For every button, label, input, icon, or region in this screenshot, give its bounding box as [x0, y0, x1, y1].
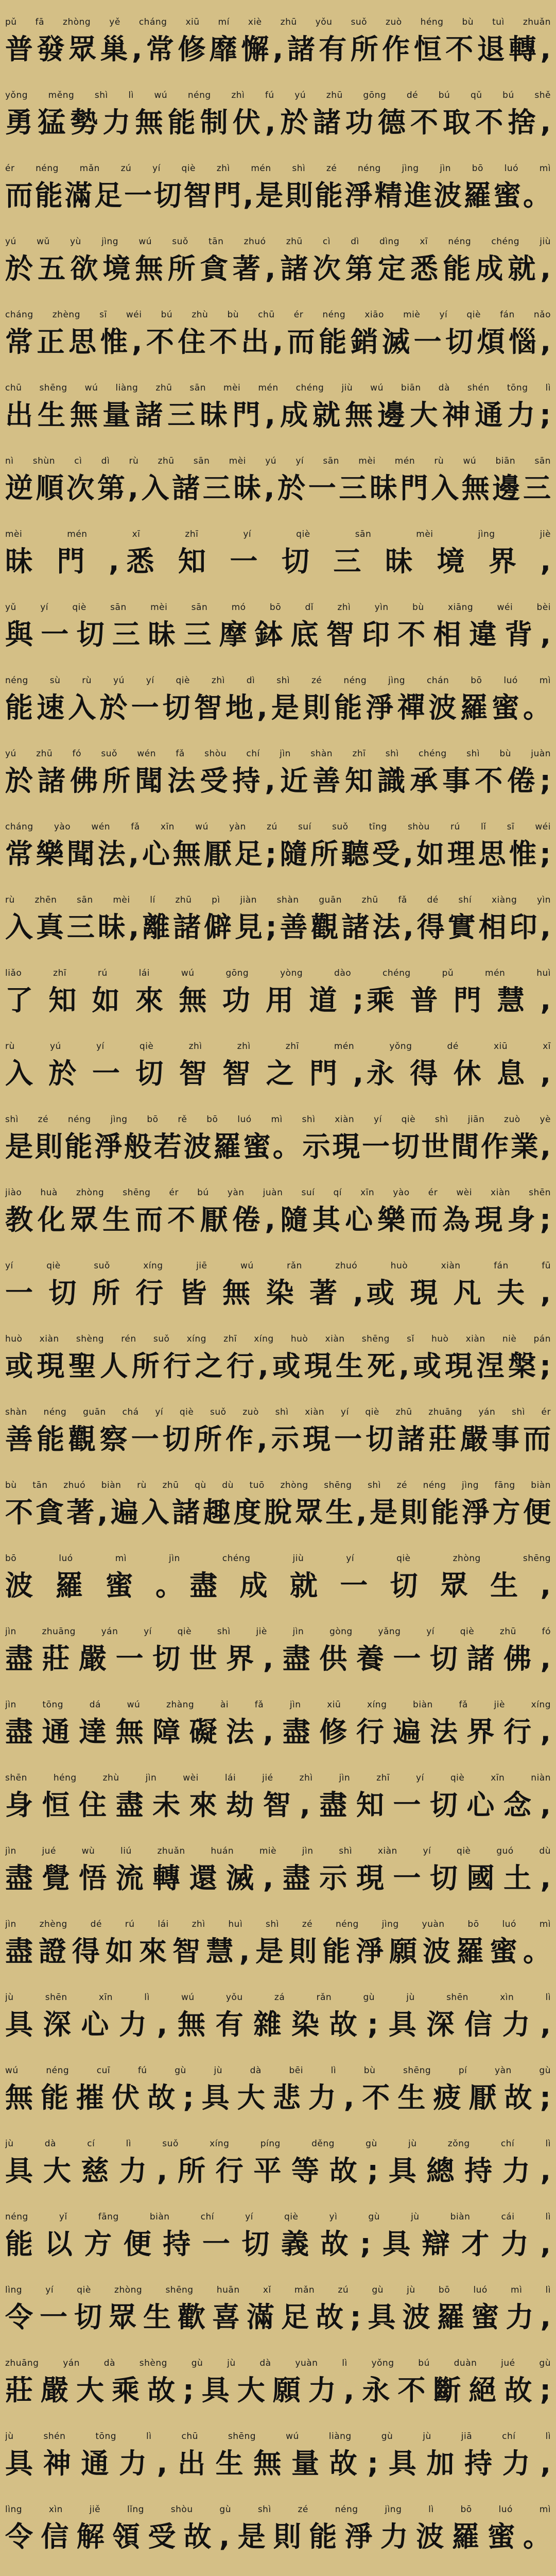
verse-line	[5, 1620, 551, 1693]
verse-line	[5, 10, 551, 83]
pinyin-annotation: cháng zhèng sī wéi bú zhù bù chū ér néng xiāo miè yí qiè fán nǎo	[5, 310, 551, 320]
pinyin-annotation: cháng yào wén fǎ xīn wú yàn zú suí suǒ tīng shòu rú lǐ sī wéi	[5, 822, 551, 832]
verse-line	[5, 815, 551, 888]
verse-line	[5, 961, 551, 1035]
chinese-text: 常樂聞法,心無厭足;隨所聽受,如理思惟;	[5, 838, 551, 870]
pinyin-annotation: jìn zhèng dé rú lái zhì huì shì zé néng jìng yuàn bō luó mì	[5, 1919, 551, 1929]
chinese-text: 盡證得如來智慧,是則能淨願波羅蜜。	[5, 1935, 551, 1968]
pinyin-annotation: yú zhū fó suǒ wén fǎ shòu chí jìn shàn zhī shì chéng shì bù juàn	[5, 749, 551, 759]
verse-line	[5, 1400, 551, 1473]
verse-line	[5, 888, 551, 961]
chinese-text: 無能摧伏故;具大悲力,不生疲厭故;	[5, 2081, 551, 2114]
verse-line	[5, 2351, 551, 2425]
chinese-text: 是則能淨般若波羅蜜。示現一切世間作業,	[5, 1130, 551, 1163]
verse-line	[5, 1108, 551, 1181]
verse-line	[5, 1327, 551, 1400]
chinese-text: 普發眾巢,常修靡懈,諸有所作恒不退轉,	[5, 33, 551, 65]
chinese-text: 身恒住盡未來劫智,盡知一切心念,	[5, 1789, 551, 1821]
chinese-text: 而能滿足一切智門,是則能淨精進波羅蜜。	[5, 179, 551, 212]
verse-line	[5, 2425, 551, 2498]
chinese-text: 能以方便持一切義故;具辯才力,	[5, 2228, 551, 2260]
pinyin-annotation: jìn tōng dá wú zhàng ài fǎ jìn xiū xíng biàn fǎ jiè xíng	[5, 1700, 551, 1710]
chinese-text: 具大慈力,所行平等故;具總持力,	[5, 2155, 551, 2187]
chinese-text: 勇猛勢力無能制伏,於諸功德不取不捨,	[5, 106, 551, 139]
chinese-text: 具深心力,無有雜染故;具深信力,	[5, 2008, 551, 2041]
chinese-text: 令一切眾生歡喜滿足故;具波羅蜜力,	[5, 2301, 551, 2333]
chinese-text: 與一切三昧三摩鉢底智印不相違背,	[5, 618, 551, 651]
chinese-text: 令信解領受故,是則能淨力波羅蜜。	[5, 2520, 551, 2553]
pinyin-annotation: chū shēng wú liàng zhū sān mèi mén chéng jiù wú biān dà shén tōng lì	[5, 383, 551, 393]
pinyin-annotation: wú néng cuī fú gù jù dà bēi lì bù shēng pí yàn gù	[5, 2065, 551, 2076]
pinyin-annotation: lìng xìn jiě lǐng shòu gù shì zé néng jìng lì bō luó mì	[5, 2504, 551, 2515]
verse-line	[5, 1254, 551, 1327]
pinyin-annotation: bō luó mì jìn chéng jiù yí qiè zhòng shēng	[5, 1553, 551, 1564]
verse-line	[5, 157, 551, 230]
chinese-text: 入 於 一 切 智 智 之 門 ,永 得 休 息 ,	[5, 1057, 551, 1090]
pinyin-annotation: zhuāng yán dà shèng gù jù dà yuàn lì yǒng bú duàn jué gù	[5, 2358, 551, 2368]
pinyin-annotation: yǔ yí qiè sān mèi sān mó bō dǐ zhì yìn bù xiāng wéi bèi	[5, 602, 551, 613]
verse-line	[5, 303, 551, 376]
chinese-text: 善能觀察一切所作,示現一切諸莊嚴事而	[5, 1423, 551, 1455]
chinese-text: 出生無量諸三昧門,成就無邊大神通力;	[5, 399, 551, 431]
chinese-text: 或現聖人所行之行,或現生死,或現涅槃;	[5, 1350, 551, 1382]
pinyin-annotation: shēn héng zhù jìn wèi lái jié zhì jìn zhī yí qiè xīn niàn	[5, 1773, 551, 1783]
pinyin-annotation: nì shùn cì dì rù zhū sān mèi yú yí sān mèi mén rù wú biān sān	[5, 456, 551, 466]
pinyin-annotation: yú wǔ yù jìng wú suǒ tān zhuó zhū cì dì dìng xī néng chéng jiù	[5, 236, 551, 247]
pinyin-annotation: jìn jué wù liú zhuǎn huán miè jìn shì xiàn yí qiè guó dù	[5, 1846, 551, 1856]
verse-line	[5, 1035, 551, 1108]
verse-line	[5, 742, 551, 815]
pinyin-annotation: jù shēn xīn lì wú yǒu zá rǎn gù jù shēn xìn lì	[5, 1992, 551, 2003]
pinyin-annotation: rù zhēn sān mèi lí zhū pì jiàn shàn guān zhū fǎ dé shí xiàng yìn	[5, 895, 551, 905]
pinyin-annotation: jìn zhuāng yán yí qiè shì jiè jìn gòng yǎng yí qiè zhū fó	[5, 1626, 551, 1637]
verse-line	[5, 1912, 551, 1986]
verse-line	[5, 2205, 551, 2278]
verse-line	[5, 2571, 551, 2576]
pinyin-annotation: yí qiè suǒ xíng jiē wú rǎn zhuó huò xiàn fán fū	[5, 1261, 551, 1271]
verse-line	[5, 2498, 551, 2571]
pinyin-annotation: liǎo zhī rú lái wú gōng yòng dào chéng pǔ mén huì	[5, 968, 551, 978]
chinese-text: 能速入於一切智地,是則能淨禪波羅蜜。	[5, 691, 551, 724]
chinese-text: 常正思惟,不住不出,而能銷滅一切煩惱,	[5, 326, 551, 358]
pinyin-annotation: bù tān zhuó biàn rù zhū qù dù tuō zhòng shēng shì zé néng jìng fāng biàn	[5, 1480, 551, 1490]
pinyin-annotation: lìng yí qiè zhòng shēng huān xǐ mǎn zú gù jù bō luó mì lì	[5, 2285, 551, 2295]
verse-line	[5, 1693, 551, 1766]
chinese-text: 莊嚴大乘故;具大願力,永不斷絕故;	[5, 2374, 551, 2406]
chinese-text: 波 羅 蜜 。盡 成 就 一 切 眾 生 ,	[5, 1569, 551, 1602]
verse-line	[5, 2132, 551, 2205]
pinyin-annotation: jiào huà zhòng shēng ér bú yàn juàn suí qí xīn yào ér wèi xiàn shēn	[5, 1188, 551, 1198]
chinese-text: 盡覺悟流轉還滅,盡示現一切國土,	[5, 1862, 551, 1894]
pinyin-annotation: pǔ fā zhòng yě cháng xiū mí xiè zhū yǒu suǒ zuò héng bù tuì zhuǎn	[5, 17, 551, 27]
chinese-text: 昧 門 ,悉 知 一 切 三 昧 境 界 ,	[5, 545, 551, 578]
verse-line	[5, 1547, 551, 1620]
verse-line	[5, 1473, 551, 1547]
pinyin-annotation: shàn néng guān chá yí qiè suǒ zuò shì xiàn yí qiè zhū zhuāng yán shì ér	[5, 1407, 551, 1417]
chinese-text: 不貪著,遍入諸趣度脫眾生,是則能淨方便	[5, 1496, 551, 1529]
pinyin-annotation: ér néng mǎn zú yí qiè zhì mén shì zé néng jìng jìn bō luó mì	[5, 163, 551, 174]
chinese-text: 於五欲境無所貪著,諸次第定悉能成就,	[5, 252, 551, 285]
pinyin-annotation: yǒng měng shì lì wú néng zhì fú yú zhū gōng dé bú qǔ bú shě	[5, 90, 551, 100]
verse-line	[5, 669, 551, 742]
verse-line	[5, 522, 551, 596]
pinyin-annotation: shì zé néng jìng bō rě bō luó mì shì xiàn yí qiè shì jiān zuò yè	[5, 1114, 551, 1125]
pinyin-annotation: jù dà cí lì suǒ xíng píng děng gù jù zǒng chí lì	[5, 2139, 551, 2149]
pinyin-annotation: néng sù rù yú yí qiè zhì dì shì zé néng jìng chán bō luó mì	[5, 675, 551, 686]
chinese-text: 一 切 所 行 皆 無 染 著 ,或 現 凡 夫 ,	[5, 1277, 551, 1309]
verse-line	[5, 1181, 551, 1254]
verse-line	[5, 230, 551, 303]
verse-line	[5, 2278, 551, 2351]
pinyin-annotation: jù shén tōng lì chū shēng wú liàng gù jù jiā chí lì	[5, 2431, 551, 2442]
verse-line	[5, 1986, 551, 2059]
verse-line	[5, 83, 551, 157]
pinyin-annotation: mèi mén xī zhī yí qiè sān mèi jìng jiè	[5, 529, 551, 539]
chinese-text: 逆順次第,入諸三昧,於一三昧門入無邊三	[5, 472, 551, 504]
verse-line	[5, 2059, 551, 2132]
chinese-text: 盡莊嚴一切世界,盡供養一切諸佛,	[5, 1642, 551, 1675]
verse-line	[5, 1766, 551, 1839]
chinese-text: 於諸佛所聞法受持,近善知識承事不倦;	[5, 765, 551, 797]
verse-line	[5, 449, 551, 522]
chinese-text: 具神通力,出生無量故;具加持力,	[5, 2447, 551, 2480]
pinyin-annotation: néng yǐ fāng biàn chí yí qiè yì gù jù biàn cái lì	[5, 2212, 551, 2222]
chinese-text: 了 知 如 來 無 功 用 道 ;乘 普 門 慧 ,	[5, 984, 551, 1016]
verse-line	[5, 376, 551, 449]
pinyin-annotation: rù yú yí qiè zhì zhì zhī mén yǒng dé xiū xī	[5, 1041, 551, 1052]
verse-line	[5, 596, 551, 669]
chinese-text: 入真三昧,離諸僻見;善觀諸法,得實相印,	[5, 911, 551, 943]
pinyin-annotation: huò xiàn shèng rén suǒ xíng zhī xíng huò xiàn shēng sǐ huò xiàn niè pán	[5, 1334, 551, 1344]
chinese-text: 教化眾生而不厭倦,隨其心樂而為現身;	[5, 1204, 551, 1236]
chinese-text: 盡通達無障礙法,盡修行遍法界行,	[5, 1716, 551, 1748]
verse-line	[5, 1839, 551, 1912]
